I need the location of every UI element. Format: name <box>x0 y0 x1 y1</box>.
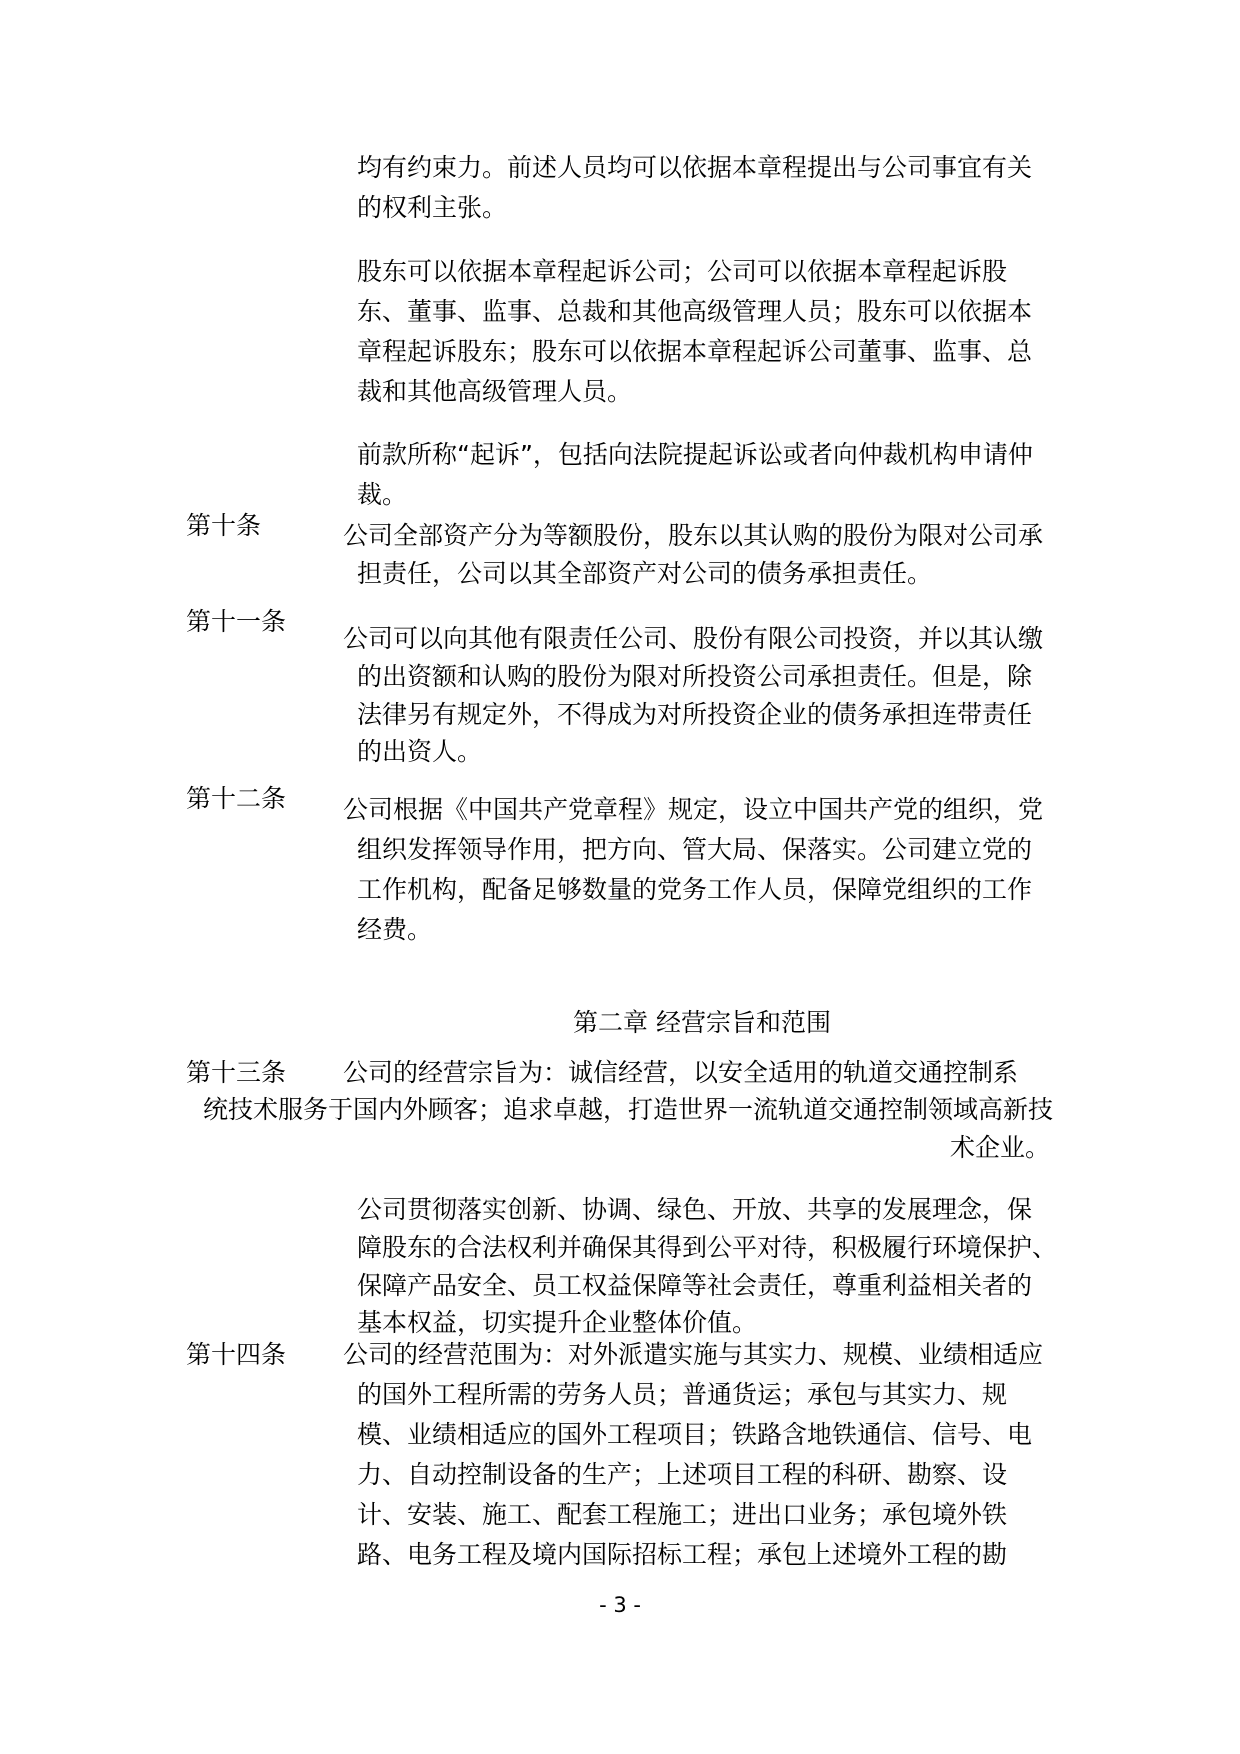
article-10-line: 公司全部资产分为等额股份，股东以其认购的股份为限对公司承 <box>343 521 1044 550</box>
article-label-10: 第十条 <box>186 511 262 540</box>
article-12-line: 组织发挥领导作用，把方向、管大局、保落实。公司建立党的 <box>357 835 1033 864</box>
article-14-line: 的国外工程所需的劳务人员；普通货运；承包与其实力、规 <box>357 1380 1008 1409</box>
paragraph-line: 章程起诉股东；股东可以依据本章程起诉公司董事、监事、总 <box>357 337 1033 366</box>
paragraph-line: 公司贯彻落实创新、协调、绿色、开放、共享的发展理念，保 <box>357 1195 1033 1224</box>
paragraph-line: 保障产品安全、员工权益保障等社会责任，尊重利益相关者的 <box>357 1271 1033 1300</box>
paragraph-line: 裁。 <box>357 480 408 509</box>
article-12-line: 经费。 <box>357 915 433 944</box>
article-13-line: 统技术服务于国内外顾客；追求卓越，打造世界一流轨道交通控制领域高新技 <box>203 1095 1054 1124</box>
article-10-line: 担责任，公司以其全部资产对公司的债务承担责任。 <box>357 559 933 588</box>
paragraph-line: 均有约束力。前述人员均可以依据本章程提出与公司事宜有关 <box>357 153 1033 182</box>
article-12-line: 工作机构，配备足够数量的党务工作人员，保障党组织的工作 <box>357 875 1033 904</box>
paragraph-line: 前款所称“起诉”，包括向法院提起诉讼或者向仲裁机构申请仲 <box>357 440 1033 469</box>
article-13-line: 公司的经营宗旨为：诚信经营，以安全适用的轨道交通控制系 <box>343 1058 1019 1087</box>
article-13-line: 术企业。 <box>950 1133 1051 1162</box>
page-number: - 3 - <box>599 1593 641 1617</box>
article-11-line: 法律另有规定外，不得成为对所投资企业的债务承担连带责任 <box>357 700 1033 729</box>
paragraph-line: 的权利主张。 <box>357 193 508 222</box>
article-label-13: 第十三条 <box>186 1058 287 1087</box>
paragraph-line: 裁和其他高级管理人员。 <box>357 377 633 406</box>
paragraph-line: 基本权益，切实提升企业整体价值。 <box>357 1308 758 1337</box>
article-14-line: 力、自动控制设备的生产；上述项目工程的科研、勘察、设 <box>357 1460 1008 1489</box>
chapter-title: 第二章 经营宗旨和范围 <box>573 1008 831 1037</box>
paragraph-line: 股东可以依据本章程起诉公司；公司可以依据本章程起诉股 <box>357 257 1008 286</box>
article-14-line: 路、电务工程及境内国际招标工程；承包上述境外工程的勘 <box>357 1540 1008 1569</box>
paragraph-line: 障股东的合法权利并确保其得到公平对待，积极履行环境保护、 <box>357 1233 1058 1262</box>
article-12-line: 公司根据《中国共产党章程》规定，设立中国共产党的组织，党 <box>343 795 1044 824</box>
article-14-line: 模、业绩相适应的国外工程项目；铁路含地铁通信、信号、电 <box>357 1420 1033 1449</box>
article-label-12: 第十二条 <box>186 784 287 813</box>
article-label-11: 第十一条 <box>186 607 287 636</box>
article-label-14: 第十四条 <box>186 1340 287 1369</box>
article-11-line: 公司可以向其他有限责任公司、股份有限公司投资，并以其认缴 <box>343 624 1044 653</box>
article-14-line: 计、安装、施工、配套工程施工；进出口业务；承包境外铁 <box>357 1500 1008 1529</box>
article-14-line: 公司的经营范围为：对外派遣实施与其实力、规模、业绩相适应 <box>343 1340 1044 1369</box>
article-11-line: 的出资人。 <box>357 737 483 766</box>
paragraph-line: 东、董事、监事、总裁和其他高级管理人员；股东可以依据本 <box>357 297 1033 326</box>
article-11-line: 的出资额和认购的股份为限对所投资公司承担责任。但是，除 <box>357 662 1033 691</box>
